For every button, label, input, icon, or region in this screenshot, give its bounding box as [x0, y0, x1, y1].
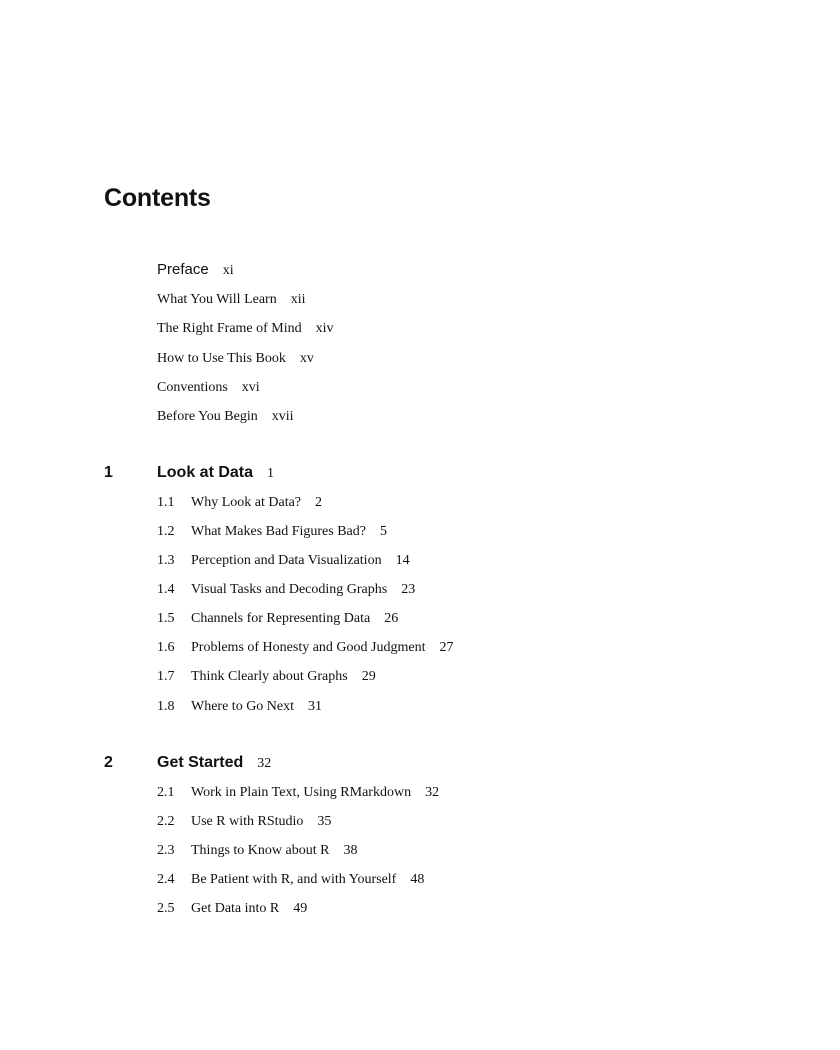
- section-label: Channels for Representing Data: [191, 611, 371, 626]
- entry-label: Preface: [157, 261, 209, 278]
- section-label: Why Look at Data?: [191, 495, 302, 510]
- toc-section[interactable]: [157, 610, 398, 628]
- section-label: Perception and Data Visualization: [191, 553, 382, 568]
- section-label: Work in Plain Text, Using RMarkdown: [191, 785, 412, 800]
- section-label: Where to Go Next: [191, 699, 295, 714]
- section-number: 1.6: [157, 640, 175, 655]
- section-number: 2.5: [157, 901, 175, 916]
- chapter-page: 1: [267, 466, 275, 481]
- section-page: 31: [308, 699, 323, 714]
- toc-section[interactable]: [157, 581, 415, 599]
- entry-label: Before You Begin: [157, 409, 258, 424]
- toc-section[interactable]: [157, 523, 387, 541]
- section-label: Think Clearly about Graphs: [191, 669, 348, 684]
- chapter-title: Get Started: [157, 754, 244, 771]
- entry-page: xii: [290, 292, 306, 307]
- section-number: 1.4: [157, 582, 175, 597]
- entry-label: How to Use This Book: [157, 351, 286, 366]
- section-page: 38: [343, 843, 358, 858]
- section-number: 1.3: [157, 553, 175, 568]
- section-page: 14: [395, 553, 410, 568]
- entry-page: xv: [299, 351, 314, 366]
- section-label: Visual Tasks and Decoding Graphs: [191, 582, 388, 597]
- section-number: 1.2: [157, 524, 175, 539]
- chapter-title: Look at Data: [157, 464, 254, 481]
- section-number: 1.1: [157, 495, 175, 510]
- toc-section[interactable]: [157, 842, 357, 860]
- section-label: Use R with RStudio: [191, 814, 304, 829]
- section-page: 48: [410, 872, 425, 887]
- toc-section[interactable]: [157, 494, 322, 512]
- chapter-page: 32: [257, 756, 272, 771]
- section-page: 26: [384, 611, 399, 626]
- toc-section[interactable]: [157, 900, 307, 918]
- page-title: Contents: [104, 184, 211, 212]
- section-page: 27: [439, 640, 454, 655]
- section-page: 29: [361, 669, 376, 684]
- section-label: Be Patient with R, and with Yourself: [191, 872, 397, 887]
- entry-page: xvi: [241, 380, 260, 395]
- section-number: 2.2: [157, 814, 175, 829]
- chapter-number: 1: [104, 464, 113, 481]
- section-label: Things to Know about R: [191, 843, 330, 858]
- section-page: 5: [379, 524, 387, 539]
- section-page: 2: [315, 495, 323, 510]
- section-label: What Makes Bad Figures Bad?: [191, 524, 366, 539]
- chapter-number: 2: [104, 754, 113, 771]
- entry-label: The Right Frame of Mind: [157, 321, 302, 336]
- section-page: 49: [293, 901, 308, 916]
- entry-page: xiv: [315, 321, 334, 336]
- section-number: 1.5: [157, 611, 175, 626]
- section-number: 2.3: [157, 843, 175, 858]
- toc-section[interactable]: [157, 871, 424, 889]
- toc-section[interactable]: [157, 639, 453, 657]
- section-page: 35: [317, 814, 332, 829]
- toc-section[interactable]: [157, 552, 410, 570]
- section-number: 1.8: [157, 699, 175, 714]
- toc-entry[interactable]: [157, 320, 334, 338]
- toc-section[interactable]: [157, 698, 322, 716]
- toc-entry-preface[interactable]: [157, 261, 234, 280]
- section-page: 32: [425, 785, 440, 800]
- section-label: Problems of Honesty and Good Judgment: [191, 640, 426, 655]
- toc-entry[interactable]: [157, 379, 260, 397]
- toc-section[interactable]: [157, 784, 439, 802]
- toc-section[interactable]: [157, 668, 376, 686]
- section-number: 2.1: [157, 785, 175, 800]
- toc-chapter-1[interactable]: [157, 463, 274, 483]
- toc-entry[interactable]: [157, 291, 306, 309]
- entry-label: What You Will Learn: [157, 292, 277, 307]
- entry-label: Conventions: [157, 380, 228, 395]
- toc-section[interactable]: [157, 813, 331, 831]
- section-number: 2.4: [157, 872, 175, 887]
- section-number: 1.7: [157, 669, 175, 684]
- section-page: 23: [401, 582, 416, 597]
- section-label: Get Data into R: [191, 901, 280, 916]
- entry-page: xvii: [271, 409, 294, 424]
- toc-entry[interactable]: [157, 408, 294, 426]
- toc-chapter-2[interactable]: [157, 753, 271, 773]
- entry-page: xi: [222, 263, 234, 278]
- toc-entry[interactable]: [157, 350, 314, 368]
